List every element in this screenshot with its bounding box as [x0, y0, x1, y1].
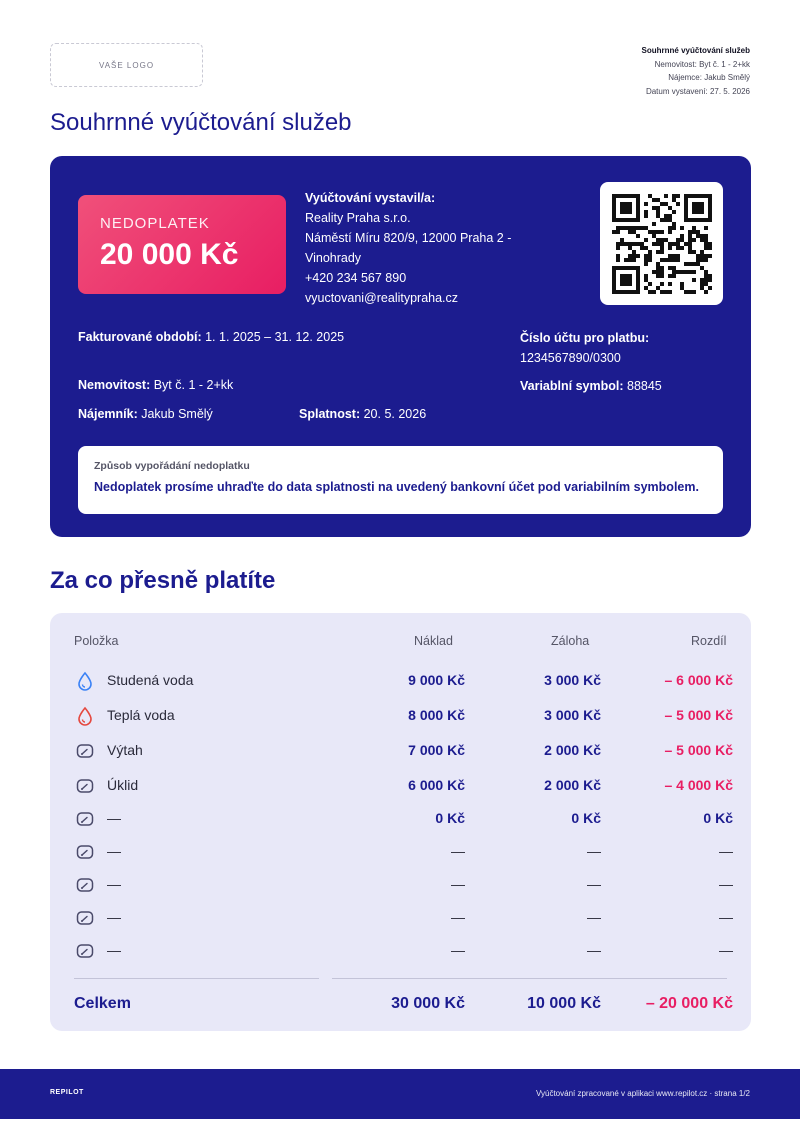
- item-cost: —: [451, 876, 465, 892]
- summary-card: [50, 156, 751, 537]
- footer-brand: REPILOT: [50, 1089, 84, 1096]
- gauge-icon: [75, 741, 95, 761]
- item-name: Úklid: [107, 777, 139, 793]
- item-cost: 8 000 Kč: [408, 707, 465, 723]
- issuer-phone: +420 234 567 890: [305, 271, 407, 285]
- payment-account: [520, 328, 662, 396]
- item-difference: – 5 000 Kč: [664, 742, 733, 758]
- settlement-note-text: Nedoplatek prosíme uhraďte do data splatnosti na uvedený bankovní účet pod variabilním symbolem.: [94, 480, 699, 494]
- billing-period-value: 1. 1. 2025 – 31. 12. 2025: [205, 330, 345, 344]
- due-date-value: 20. 5. 2026: [363, 407, 427, 421]
- issuer-address-line2: Vinohrady: [305, 251, 362, 265]
- amount-due-card: [78, 195, 286, 294]
- item-cost: 7 000 Kč: [408, 742, 465, 758]
- meta-tenant: Nájemce: Jakub Smělý: [668, 73, 750, 82]
- variable-symbol-value: 88845: [627, 379, 662, 393]
- meta-issued-date: Datum vystavení: 27. 5. 2026: [645, 86, 750, 96]
- item-name: —: [107, 876, 121, 892]
- footer-text: Vyúčtování zpracované v aplikaci www.repilot.cz · strana 1/2: [535, 1089, 750, 1098]
- item-advance: 3 000 Kč: [544, 707, 601, 723]
- total-difference: – 20 000 Kč: [645, 995, 733, 1012]
- item-difference: —: [719, 876, 733, 892]
- property-value: Byt č. 1 - 2+kk: [153, 378, 234, 392]
- settlement-note-heading: Způsob vypořádání nedoplatku: [94, 460, 250, 472]
- item-cost: 6 000 Kč: [408, 777, 465, 793]
- page-title: Souhrnné vyúčtování služeb: [50, 109, 352, 136]
- column-header-diff: Rozdíl: [691, 634, 727, 648]
- table-row: [50, 869, 751, 899]
- item-difference: – 6 000 Kč: [664, 672, 733, 688]
- due-date: [299, 407, 426, 421]
- item-name: Studená voda: [107, 672, 194, 688]
- issuer-heading: Vyúčtování vystavil/a:: [305, 191, 436, 205]
- item-advance: —: [587, 942, 601, 958]
- amount-due-label: NEDOPLATEK: [100, 215, 210, 232]
- table-row: [50, 836, 751, 866]
- item-difference: – 5 000 Kč: [664, 707, 733, 723]
- item-cost: —: [451, 942, 465, 958]
- item-advance: 2 000 Kč: [544, 742, 601, 758]
- gauge-icon: [75, 809, 95, 829]
- due-date-label: Splatnost:: [299, 407, 361, 421]
- qr-code: [600, 182, 723, 305]
- item-advance: —: [587, 876, 601, 892]
- item-cost: —: [451, 909, 465, 925]
- item-advance: —: [587, 843, 601, 859]
- table-row: [50, 935, 751, 965]
- tenant-label: Nájemník:: [78, 407, 138, 421]
- gauge-icon: [75, 776, 95, 796]
- meta-property: Nemovitost: Byt č. 1 - 2+kk: [654, 59, 750, 69]
- variable-symbol-label: Variablní symbol:: [520, 379, 624, 393]
- item-advance: 0 Kč: [571, 810, 601, 826]
- item-advance: 2 000 Kč: [544, 777, 601, 793]
- table-row: [50, 902, 751, 932]
- hot-water-drop-icon: [75, 706, 95, 726]
- issuer-block: [305, 188, 535, 308]
- item-name: Teplá voda: [107, 707, 175, 723]
- total-label: Celkem: [74, 995, 131, 1012]
- settlement-note: [78, 446, 723, 514]
- document-meta: [642, 44, 750, 98]
- item-advance: 3 000 Kč: [544, 672, 601, 688]
- total-advance: 10 000 Kč: [527, 995, 601, 1012]
- gauge-icon: [75, 842, 95, 862]
- column-header-cost: Náklad: [414, 634, 453, 648]
- item-name: —: [107, 942, 121, 958]
- amount-due-value: 20 000 Kč: [100, 238, 239, 271]
- total-cost: 30 000 Kč: [391, 995, 465, 1012]
- item-advance: —: [587, 909, 601, 925]
- meta-title: Souhrnné vyúčtování služeb: [641, 46, 750, 55]
- item-name: —: [107, 810, 121, 826]
- item-difference: – 4 000 Kč: [664, 777, 733, 793]
- tenant: [78, 407, 213, 421]
- item-difference: —: [719, 843, 733, 859]
- gauge-icon: [75, 875, 95, 895]
- property: [78, 378, 233, 392]
- qr-code-icon: [612, 194, 712, 294]
- tenant-value: Jakub Smělý: [141, 407, 213, 421]
- item-difference: —: [719, 942, 733, 958]
- item-name: Výtah: [107, 742, 143, 758]
- table-row: [50, 735, 751, 765]
- column-header-advance: Záloha: [551, 634, 590, 648]
- account-number: 1234567890/0300: [520, 351, 621, 365]
- item-cost: 0 Kč: [435, 810, 465, 826]
- gauge-icon: [75, 941, 95, 961]
- table-row: [50, 700, 751, 730]
- item-difference: 0 Kč: [703, 810, 733, 826]
- cost-table: [50, 613, 751, 1031]
- issuer-name: Reality Praha s.r.o.: [305, 211, 411, 225]
- item-difference: —: [719, 909, 733, 925]
- issuer-email: vyuctovani@realitypraha.cz: [305, 291, 459, 305]
- item-cost: —: [451, 843, 465, 859]
- gauge-icon: [75, 908, 95, 928]
- billing-period-label: Fakturované období:: [78, 330, 202, 344]
- item-name: —: [107, 843, 121, 859]
- issuer-address-line1: Náměstí Míru 820/9, 12000 Praha 2 -: [305, 231, 512, 245]
- water-drop-icon: [75, 671, 95, 691]
- account-label: Číslo účtu pro platbu:: [520, 331, 650, 345]
- table-row: [50, 770, 751, 800]
- billing-period: [78, 330, 344, 344]
- total-divider-left: [74, 978, 319, 979]
- property-label: Nemovitost:: [78, 378, 151, 392]
- table-row: [50, 803, 751, 833]
- item-name: —: [107, 909, 121, 925]
- total-divider-right: [332, 978, 727, 979]
- logo-placeholder: VAŠE LOGO: [50, 43, 203, 87]
- footer: [0, 1069, 800, 1119]
- section-title: Za co přesně platíte: [50, 567, 276, 594]
- table-row: [50, 665, 751, 695]
- column-header-item: Položka: [74, 634, 119, 648]
- item-cost: 9 000 Kč: [408, 672, 465, 688]
